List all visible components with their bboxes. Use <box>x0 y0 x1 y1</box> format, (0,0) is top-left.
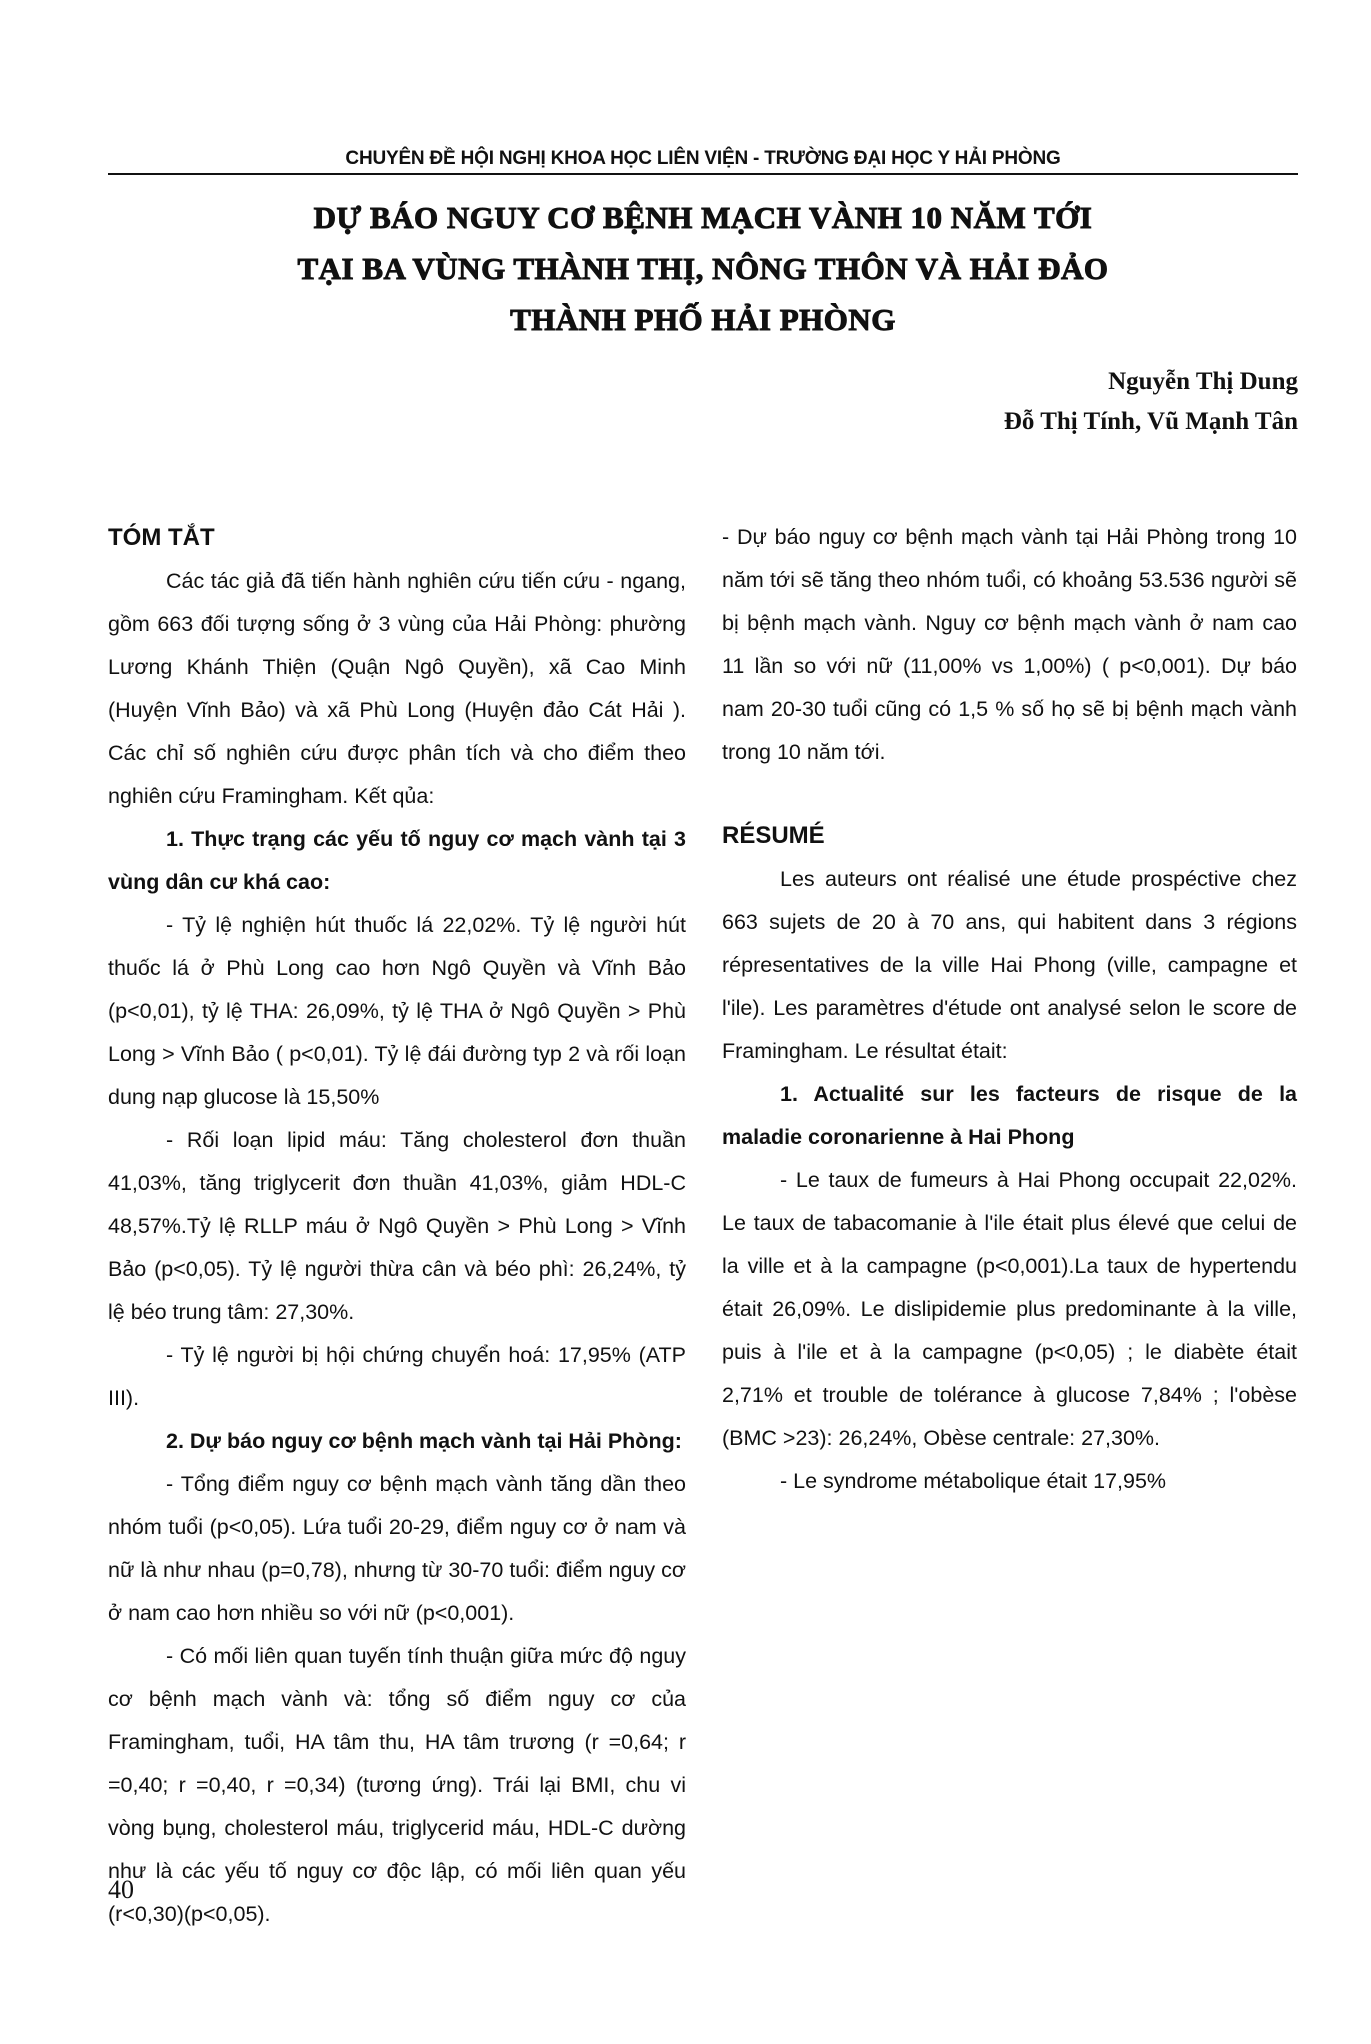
section-heading: 2. Dự báo nguy cơ bệnh mạch vành tại Hải Phòng: <box>166 1429 682 1453</box>
paragraph: Les auteurs ont réalisé une étude prospéctive chez 663 sujets de 20 à 70 ans, qui habitent dans 3 régions répresentatives de la ville Hai Phong (ville, campagne et l'ile). Les paramètres d'étude ont analysé selon le score de Framingham. Le résultat était: <box>722 867 1297 1063</box>
paragraph: - Tỷ lệ nghiện hút thuốc lá 22,02%. Tỷ lệ người hút thuốc lá ở Phù Long cao hơn Ngô Quyền và Vĩnh Bảo (p<0,01), tỷ lệ THA: 26,09%, tỷ lệ THA ở Ngô Quyền > Phù Long > Vĩnh Bảo ( p<0,01). Tỷ lệ đái đường typ 2 và rối loạn dung nạp glucose là 15,50% <box>108 913 686 1109</box>
paragraph: - Có mối liên quan tuyến tính thuận giữa mức độ nguy cơ bệnh mạch vành và: tổng số điểm nguy cơ của Framingham, tuổi, HA tâm thu, HA tâm trương (r =0,64; r =0,40; r =0,40, r =0,34) (tương ứng). Trái lại BMI, chu vi vòng bụng, cholesterol máu, triglycerid máu, HDL-C dường như là các yếu tố nguy cơ độc lập, có mối liên quan yếu (r<0,30)(p<0,05). <box>108 1644 686 1926</box>
summary-heading: TÓM TẮT <box>108 524 215 551</box>
paragraph: - Dự báo nguy cơ bệnh mạch vành tại Hải Phòng trong 10 năm tới sẽ tăng theo nhóm tuổi, có khoảng 53.536 người sẽ bị bệnh mạch vành. Nguy cơ bệnh mạch vành ở nam cao 11 lần so với nữ (11,00% vs 1,00%) ( p<0,001). Dự báo nam 20-30 tuổi cũng có 1,5 % số họ sẽ bị bệnh mạch vành trong 10 năm tới. <box>722 525 1297 764</box>
left-column <box>108 516 686 1936</box>
section-heading: 1. Thực trạng các yếu tố nguy cơ mạch vành tại 3 vùng dân cư khá cao: <box>108 827 686 894</box>
paragraph: - Le syndrome métabolique était 17,95% <box>780 1469 1167 1493</box>
author-line: Đỗ Thị Tính, Vũ Mạnh Tân <box>1003 408 1298 435</box>
section-heading: 1. Actualité sur les facteurs de risque de la maladie coronarienne à Hai Phong <box>722 1082 1297 1149</box>
paragraph: - Tỷ lệ người bị hội chứng chuyển hoá: 17,95% (ATP III). <box>108 1343 686 1410</box>
title-line: DỰ BÁO NGUY CƠ BỆNH MẠCH VÀNH 10 NĂM TỚI <box>313 200 1093 235</box>
title-line: THÀNH PHỐ HẢI PHÒNG <box>510 302 896 337</box>
paragraph: Các tác giả đã tiến hành nghiên cứu tiến cứu - ngang, gồm 663 đối tượng sống ở 3 vùng của Hải Phòng: phường Lương Khánh Thiện (Quận Ngô Quyền), xã Cao Minh (Huyện Vĩnh Bảo) và xã Phù Long (Huyện đảo Cát Hải ). Các chỉ số nghiên cứu được phân tích và cho điểm theo nghiên cứu Framingham. Kết qủa: <box>108 569 686 808</box>
page-number: 40 <box>108 1875 134 1904</box>
paragraph: - Rối loạn lipid máu: Tăng cholesterol đơn thuần 41,03%, tăng triglycerit đơn thuần 41,03%, giảm HDL-C 48,57%.Tỷ lệ RLLP máu ở Ngô Quyền > Phù Long > Vĩnh Bảo (p<0,05). Tỷ lệ người thừa cân và béo phì: 26,24%, tỷ lệ béo trung tâm: 27,30%. <box>108 1128 686 1324</box>
author-line: Nguyễn Thị Dung <box>1108 368 1298 395</box>
resume-heading: RÉSUMÉ <box>722 822 825 849</box>
paragraph: - Le taux de fumeurs à Hai Phong occupait 22,02%. Le taux de tabacomanie à l'ile était plus élevé que celui de la ville et à la campagne (p<0,001).La taux de hypertendu était 26,09%. Le dislipidemie plus predominante à la ville, puis à l'ile et à la campagne (p<0,05) ; le diabète était 2,71% et trouble de tolérance à glucose 7,84% ; l'obèse (BMC >23): 26,24%, Obèse centrale: 27,30%. <box>722 1168 1297 1450</box>
header-rule <box>108 173 1298 175</box>
running-header: CHUYÊN ĐỀ HỘI NGHỊ KHOA HỌC LIÊN VIỆN - TRƯỜNG ĐẠI HỌC Y HẢI PHÒNG <box>345 148 1061 169</box>
title-line: TẠI BA VÙNG THÀNH THỊ, NÔNG THÔN VÀ HẢI ĐẢO <box>297 251 1109 286</box>
authors <box>1004 362 1298 442</box>
paragraph: - Tổng điểm nguy cơ bệnh mạch vành tăng dần theo nhóm tuổi (p<0,05). Lứa tuổi 20-29, điểm nguy cơ ở nam và nữ là như nhau (p=0,78), nhưng từ 30-70 tuổi: điểm nguy cơ ở nam cao hơn nhiều so với nữ (p<0,001). <box>108 1472 686 1625</box>
article-title <box>108 192 1298 345</box>
right-column <box>722 516 1297 1503</box>
